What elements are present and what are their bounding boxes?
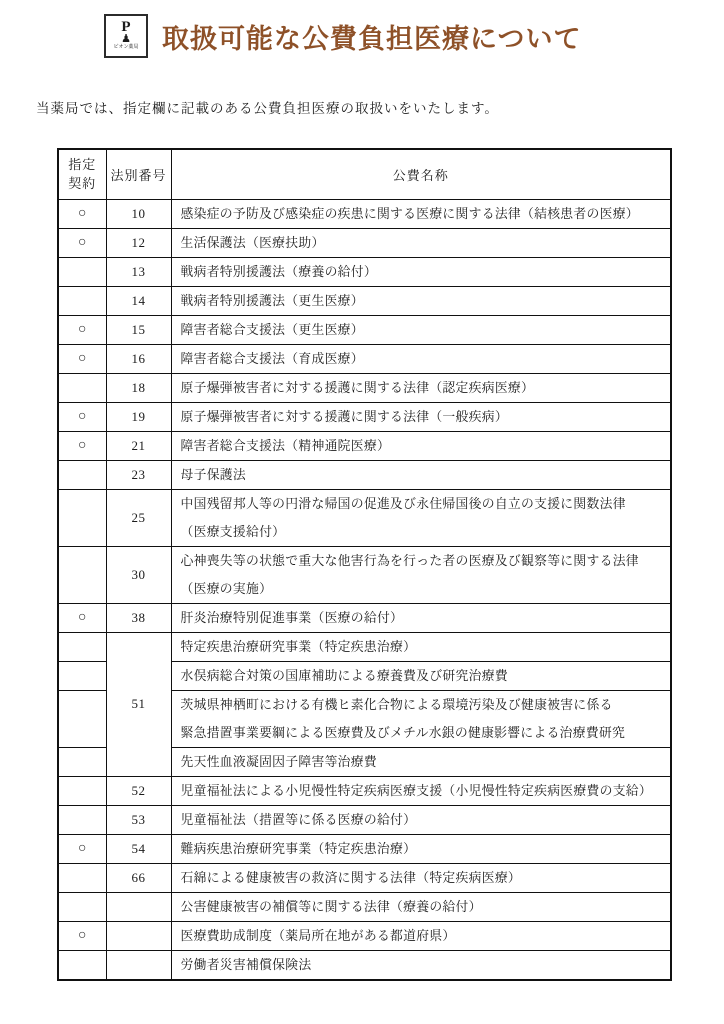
subsidy-name-line: 原子爆弾被害者に対する援護に関する法律（一般疾病） [180, 409, 508, 424]
table-row [58, 921, 671, 950]
subsidy-name-line: 母子保護法 [180, 467, 246, 482]
law-number: 16 [106, 344, 171, 373]
designation-mark [58, 776, 106, 805]
subsidy-name-line: 障害者総合支援法（育成医療） [180, 351, 364, 366]
table-row [58, 431, 671, 460]
law-number: 13 [106, 257, 171, 286]
law-number: 12 [106, 228, 171, 257]
designation-mark [58, 546, 106, 603]
subsidy-name-line: 中国残留邦人等の円滑な帰国の促進及び永住帰国後の自立の支援に関数法律 [180, 496, 626, 511]
subsidy-name [171, 776, 671, 805]
designation-mark [58, 661, 106, 690]
subsidy-name-line: 児童福祉法による小児慢性特定疾病医療支援（小児慢性特定疾病医療費の支給） [180, 783, 652, 798]
subsidy-name-line: 肝炎治療特別促進事業（医療の給付） [180, 610, 404, 625]
pharmacy-name: ピオン薬局 [113, 45, 139, 50]
table-row [58, 344, 671, 373]
subsidy-name [171, 747, 671, 776]
subsidy-name [171, 805, 671, 834]
table-row [58, 373, 671, 402]
law-number: 18 [106, 373, 171, 402]
law-number: 21 [106, 431, 171, 460]
designation-mark: ○ [58, 603, 106, 632]
subsidy-name-line: 医療費助成制度（薬局所在地がある都道府県） [180, 928, 456, 943]
subsidy-name-line: 感染症の予防及び感染症の疾患に関する医療に関する法律（結核患者の医療） [180, 206, 639, 221]
subsidy-name-line: 戦病者特別援護法（更生医療） [180, 293, 364, 308]
designation-mark: ○ [58, 921, 106, 950]
table-header-row [58, 149, 671, 199]
designation-mark [58, 747, 106, 776]
law-number: 14 [106, 286, 171, 315]
subsidy-name-line: 公害健康被害の補償等に関する法律（療養の給付） [180, 899, 482, 914]
subsidy-name [171, 402, 671, 431]
subsidy-name [171, 546, 671, 603]
table-row [58, 228, 671, 257]
designation-mark [58, 257, 106, 286]
law-number: 10 [106, 199, 171, 228]
subsidy-name [171, 286, 671, 315]
designation-mark: ○ [58, 402, 106, 431]
header-designation-line2: 契約 [68, 176, 97, 192]
table-row [58, 489, 671, 546]
subsidy-name [171, 257, 671, 286]
subsidy-name-line: 障害者総合支援法（精神通院医療） [180, 438, 391, 453]
subsidy-name-line: 緊急措置事業要綱による医療費及びメチル水銀の健康影響による治療費研究 [180, 725, 626, 740]
subsidy-name [171, 431, 671, 460]
law-number: 25 [106, 489, 171, 546]
law-number: 52 [106, 776, 171, 805]
subsidy-name [171, 460, 671, 489]
subsidy-name [171, 834, 671, 863]
law-number: 66 [106, 863, 171, 892]
table-row [58, 892, 671, 921]
table-row [58, 950, 671, 980]
table-row [58, 460, 671, 489]
header-designation-line1: 指定 [68, 157, 97, 173]
subsidy-name [171, 228, 671, 257]
designation-mark: ○ [58, 199, 106, 228]
header-law-number: 法別番号 [106, 149, 171, 199]
subsidy-name-line: 特定疾患治療研究事業（特定疾患治療） [180, 639, 417, 654]
table-row [58, 776, 671, 805]
table-row [58, 632, 671, 661]
designation-mark [58, 892, 106, 921]
law-number [106, 950, 171, 980]
designation-mark: ○ [58, 344, 106, 373]
subsidy-name-line: 障害者総合支援法（更生医療） [180, 322, 364, 337]
designation-mark [58, 489, 106, 546]
subsidy-table-container [57, 148, 672, 981]
pharmacy-logo [104, 14, 148, 58]
pawn-icon: ♟ [121, 33, 131, 45]
subsidy-name-line: 先天性血液凝固因子障害等治療費 [180, 754, 377, 769]
designation-mark [58, 863, 106, 892]
designation-mark [58, 460, 106, 489]
subsidy-name [171, 632, 671, 661]
subsidy-name-line: 石綿による健康被害の救済に関する法律（特定疾病医療） [180, 870, 522, 885]
subsidy-name [171, 373, 671, 402]
law-number: 19 [106, 402, 171, 431]
law-number: 23 [106, 460, 171, 489]
subsidy-name [171, 315, 671, 344]
subsidy-name-line: 難病疾患治療研究事業（特定疾患治療） [180, 841, 417, 856]
subsidy-name [171, 950, 671, 980]
subsidy-name [171, 863, 671, 892]
designation-mark [58, 690, 106, 747]
header-designation-contract [58, 149, 106, 199]
subsidy-name [171, 661, 671, 690]
document-header [104, 14, 581, 58]
subsidy-name [171, 489, 671, 546]
law-number [106, 921, 171, 950]
table-row [58, 257, 671, 286]
table-row [58, 286, 671, 315]
subsidy-name-line: 生活保護法（医療扶助） [180, 235, 325, 250]
table-row [58, 315, 671, 344]
designation-mark: ○ [58, 431, 106, 460]
designation-mark [58, 632, 106, 661]
subsidy-name-line: 原子爆弾被害者に対する援護に関する法律（認定疾病医療） [180, 380, 535, 395]
table-row [58, 805, 671, 834]
law-number: 30 [106, 546, 171, 603]
subsidy-name-line: 水俣病総合対策の国庫補助による療養費及び研究治療費 [180, 668, 508, 683]
designation-mark: ○ [58, 315, 106, 344]
subsidy-name-line: 労働者災害補償保険法 [180, 957, 312, 972]
designation-mark: ○ [58, 228, 106, 257]
page-title: 取扱可能な公費負担医療について [162, 23, 582, 54]
law-number: 53 [106, 805, 171, 834]
table-row [58, 603, 671, 632]
law-number: 54 [106, 834, 171, 863]
table-row [58, 546, 671, 603]
law-number: 38 [106, 603, 171, 632]
designation-mark: ○ [58, 834, 106, 863]
designation-mark [58, 805, 106, 834]
law-number: 15 [106, 315, 171, 344]
table-row [58, 834, 671, 863]
subsidy-table-body [58, 199, 671, 980]
law-number: 51 [106, 632, 171, 776]
table-row [58, 199, 671, 228]
logo-letter: P [121, 19, 131, 35]
intro-text: 当薬局では、指定欄に記載のある公費負担医療の取扱いをいたします。 [36, 101, 499, 116]
designation-mark [58, 286, 106, 315]
subsidy-name-line: 心神喪失等の状態で重大な他害行為を行った者の医療及び観察等に関する法律 [180, 553, 639, 568]
subsidy-name-line: （医療支援給付） [180, 524, 286, 539]
law-number [106, 892, 171, 921]
subsidy-name [171, 690, 671, 747]
header-subsidy-name: 公費名称 [171, 149, 671, 199]
subsidy-table [57, 148, 672, 981]
subsidy-name-line: 茨城県神栖町における有機ヒ素化合物による環境汚染及び健康被害に係る [180, 697, 613, 712]
subsidy-name-line: 児童福祉法（措置等に係る医療の給付） [180, 812, 417, 827]
table-row [58, 402, 671, 431]
subsidy-name-line: （医療の実施） [180, 581, 273, 596]
table-row [58, 863, 671, 892]
subsidy-name [171, 892, 671, 921]
subsidy-name [171, 603, 671, 632]
designation-mark [58, 950, 106, 980]
subsidy-name [171, 344, 671, 373]
subsidy-name [171, 199, 671, 228]
subsidy-name-line: 戦病者特別援護法（療養の給付） [180, 264, 377, 279]
designation-mark [58, 373, 106, 402]
subsidy-name [171, 921, 671, 950]
